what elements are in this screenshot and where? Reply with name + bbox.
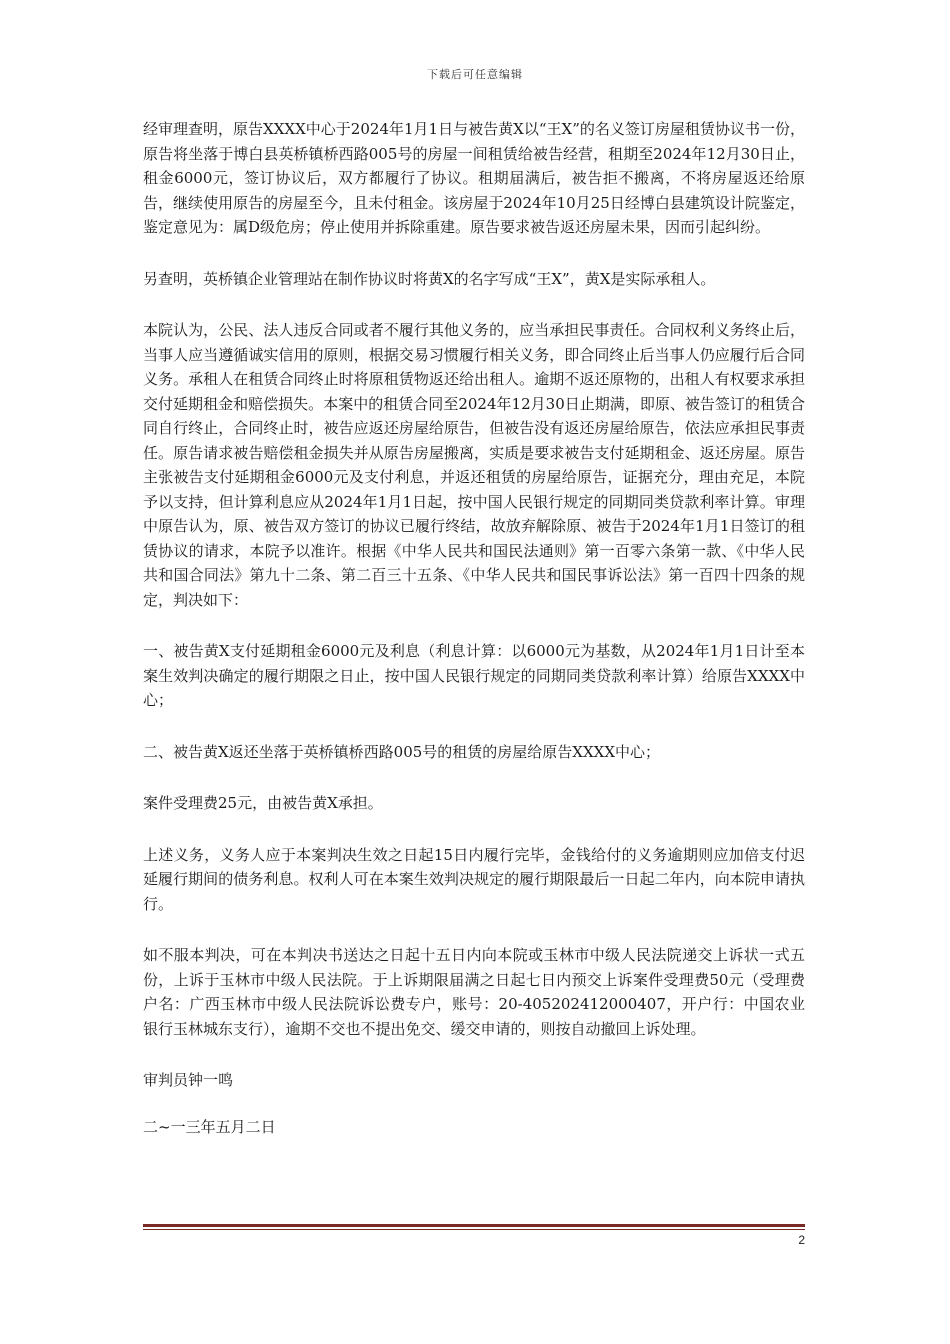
document-body xyxy=(143,117,805,1161)
paragraph-obligation: 上述义务，义务人应于本案判决生效之日起15日内履行完毕，金钱给付的义务逾期则应加倍支付迟延履行期间的债务利息。权利人可在本案生效判决规定的履行期限最后一日起二年内，向本院申请执行。 xyxy=(143,845,805,913)
page-header: 下载后可任意编辑 xyxy=(427,68,523,81)
paragraph-appeal: 如不服本判决，可在本判决书送达之日起十五日内向本院或玉林市中级人民法院递交上诉状一式五份，上诉于玉林市中级人民法院。于上诉期限届满之日起七日内预交上诉案件受理费50元（受理费户名：广西玉林市中级人民法院诉讼费专户，账号：20-405202412000407，开户行：中国农业银行玉林城东支行），逾期不交也不提出免交、缓交申请的，则按自动撤回上诉处理。 xyxy=(143,946,805,1038)
footer-rule-thick xyxy=(143,1224,805,1227)
page-number: 2 xyxy=(798,1233,805,1247)
paragraph-further-findings: 另查明，英桥镇企业管理站在制作协议时将黄X的名字写成“王X”，黄X是实际承租人。 xyxy=(143,269,716,288)
paragraph-court-opinion: 本院认为，公民、法人违反合同或者不履行其他义务的，应当承担民事责任。合同权利义务终止后，当事人应当遵循诚实信用的原则，根据交易习惯履行相关义务，即合同终止后当事人仍应履行后合同义务。承租人在租赁合同终止时将原租赁物返还给出租人。逾期不返还原物的，出租人有权要求承担交付延期租金和赔偿损失。本案中的租赁合同至2024年12月30日止期满，即原、被告签订的租赁合同自行终止，合同终止时，被告应返还房屋给原告，但被告没有返还房屋给原告，依法应承担民事责任。原告请求被告赔偿租金损失并从原告房屋搬离，实质是要求被告支付延期租金、返还房屋。原告主张被告支付延期租金6000元及支付利息，并返还租赁的房屋给原告，证据充分，理由充足，本院予以支持，但计算利息应从2024年1月1日起，按中国人民银行规定的同期同类贷款利率计算。审理中原告认为，原、被告双方签订的协议已履行终结，故放弃解除原、被告于2024年1月1日签订的租赁协议的请求，本院予以准许。根据《中华人民共和国民法通则》第一百零六条第一款、《中华人民共和国合同法》第九十二条、第二百三十五条、《中华人民共和国民事诉讼法》第一百四十四条的规定，判决如下： xyxy=(143,321,805,609)
paragraph-judgment-item-1: 一、被告黄X支付延期租金6000元及利息（利息计算：以6000元为基数，从2024年1月1日计至本案生效判决确定的履行期限之日止，按中国人民银行规定的同期同类贷款利率计算）给原告XXXX中心； xyxy=(143,642,805,709)
document-date: 二~一三年五月二日 xyxy=(143,1117,276,1136)
paragraph-judgment-item-2: 二、被告黄X返还坐落于英桥镇桥西路005号的租赁的房屋给原告XXXX中心； xyxy=(143,742,661,761)
paragraph-case-fee: 案件受理费25元，由被告黄X承担。 xyxy=(143,794,383,812)
footer-rule-thin xyxy=(143,1229,805,1230)
paragraph-findings: 经审理查明，原告XXXX中心于2024年1月1日与被告黄X以“王X”的名义签订房屋租赁协议书一份，原告将坐落于博白县英桥镇桥西路005号的房屋一间租赁给被告经营，租期至2024年12月30日止，租金6000元，签订协议后，双方都履行了协议。租期届满后，被告拒不搬离，不将房屋返还给原告，继续使用原告的房屋至今，且未付租金。该房屋于2024年10月25日经博白县建筑设计院鉴定，鉴定意见为：属D级危房；停止使用并拆除重建。原告要求被告返还房屋未果，因而引起纠纷。 xyxy=(143,120,805,236)
judge-signature: 审判员钟一鸣 xyxy=(143,1071,234,1089)
